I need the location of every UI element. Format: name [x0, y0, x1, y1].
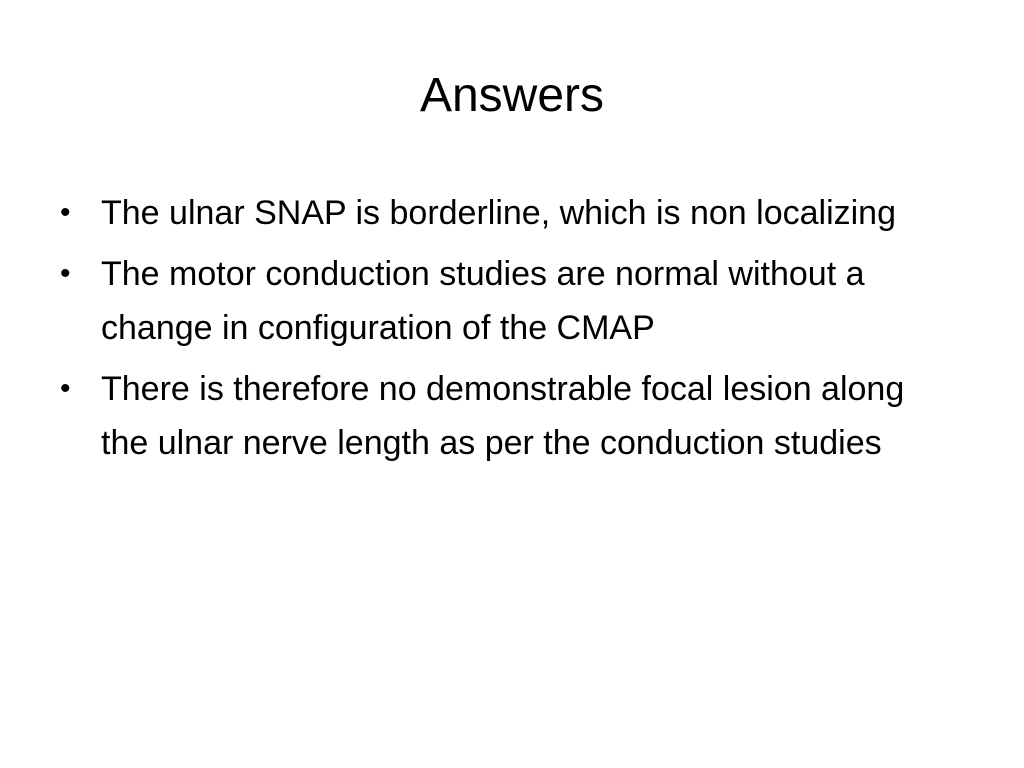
bullet-marker: • [60, 372, 71, 405]
bullet-text: The motor conduction studies are normal without a change in configuration of the CMAP [101, 255, 865, 347]
bullet-text: There is therefore no demonstrable focal lesion along the ulnar nerve length as per the conduction studies [101, 370, 905, 462]
bullet-list [60, 186, 960, 477]
bullet-item [60, 247, 960, 355]
bullet-marker: • [60, 257, 71, 290]
bullet-marker: • [60, 196, 71, 229]
bullet-item [60, 186, 960, 240]
bullet-text: The ulnar SNAP is borderline, which is non localizing [101, 194, 896, 232]
slide-title: Answers [419, 69, 605, 122]
bullet-item [60, 362, 960, 470]
